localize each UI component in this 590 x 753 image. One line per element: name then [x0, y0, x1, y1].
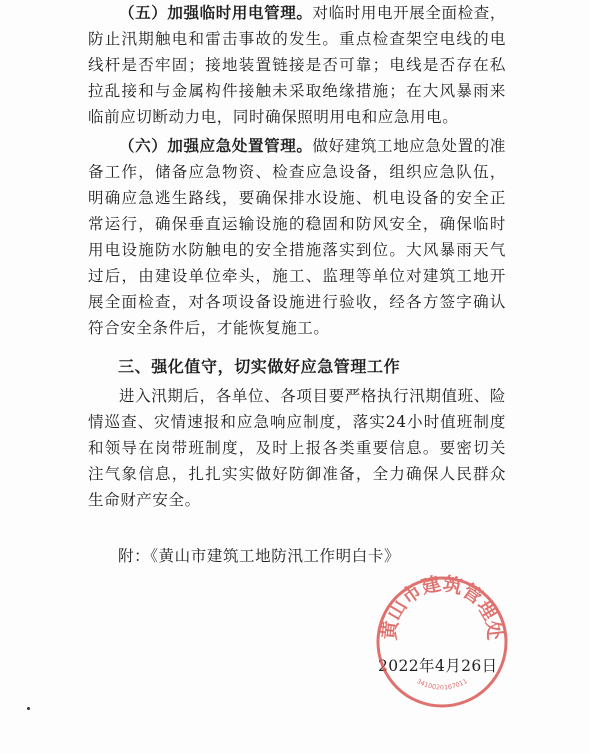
section-6-label: （六）加强应急处置管理。: [119, 137, 313, 155]
section-5-label: （五）加强临时用电管理。: [119, 4, 313, 22]
section-5-body: 对临时用电开展全面检查，防止汛期触电和雷击事故的发生。重点检查架空电线的电线杆是否牢固；接地装置链接是否可靠；电线是否存在私拉乱接和与金属构件接触未采取绝缘措施；在大风暴雨来临前应切断动力电，同时确保照明用电和应急用电。: [88, 4, 507, 126]
section-three-paragraph: [88, 383, 506, 513]
section-6-paragraph: [88, 133, 506, 341]
seal-text: 黄山市建筑管理处: [378, 572, 506, 642]
attachment-line: 附：《黄山市建筑工地防汛工作明白卡》: [118, 547, 401, 565]
section-three-heading: 三、强化值守，切实做好应急管理工作: [118, 357, 401, 376]
scan-speck: [27, 707, 30, 710]
section-5-paragraph: [88, 0, 506, 130]
section-6-body: 做好建筑工地应急处置的准备工作，储备应急物资、检查应急设备，组织应急队伍，明确应急逃生路线，要确保排水设施、机电设备的安全正常运行，确保垂直运输设施的稳固和防风安全，确保临时用电设施防水防触电的安全措施落实到位。大风暴雨天气过后，由建设单位牵头，施工、监理等单位对建筑工地开展全面检查，对各项设备设施进行验收，经各方签字确认符合安全条件后，才能恢复施工。: [88, 137, 507, 337]
official-seal: [372, 572, 512, 712]
document-date: 2022年4月26日: [378, 657, 498, 675]
seal-number: 3410020167011: [415, 677, 469, 692]
section-three-body: 进入汛期后，各单位、各项目要严格执行汛期值班、险情巡查、灾情速报和应急响应制度，落实24小时值班制度和领导在岗带班制度，及时上报各类重要信息。要密切关注气象信息，扎扎实实做好防御准备，全力确保人民群众生命财产安全。: [88, 387, 506, 509]
